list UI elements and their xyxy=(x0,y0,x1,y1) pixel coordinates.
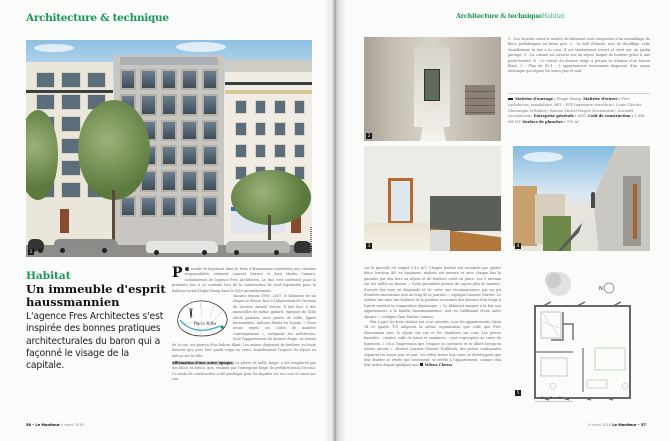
credit-label: Maîtrise d'œuvre : xyxy=(583,97,621,101)
credit-value: Fres Architectes, mandataire. BET : EVP Ingénierie (structure), Louis Choulet (thermique et fluides), Bureau Michel Forgue (économiste), Aucoufit (acousticien). xyxy=(508,97,642,119)
section-rubric xyxy=(456,12,564,20)
scale-label: 2 xyxy=(549,396,553,400)
photo-number: 5 xyxy=(516,390,520,395)
folio-left: 56 • Le Moniteur 9 mars 2018 xyxy=(26,423,84,427)
issue-date: 9 mars 2018 xyxy=(60,423,84,427)
photo-number: 3 xyxy=(367,243,371,248)
photo-number: 4 xyxy=(516,243,520,248)
article-kicker: Habitat xyxy=(26,270,71,282)
spine-gutter xyxy=(324,0,346,441)
credit-value: Elogie-Siemp. xyxy=(556,97,583,101)
publication-name: Le Moniteur xyxy=(35,423,60,427)
article-headline: Un immeuble d'esprit haussmannien xyxy=(26,282,166,309)
rubric-sub: Habitat xyxy=(541,12,565,20)
issue-date: 9 mars 2018 xyxy=(588,423,612,427)
rubric-main: Architecture & technique xyxy=(456,12,542,20)
svg-text:N: N xyxy=(599,286,603,292)
scale-bar xyxy=(541,396,561,400)
body-paragraph: Vacante depuis 1960, 2007, le bâtiment de six étages se dresse face à l'alignement de l'avenue du docteur Arnold Netter. Il fait face à des immeubles de même gabarit, typiques du XIXe siècle parisien, avec pierre de taille, lignes horizontales, balcons filants en façade. « Nous avons repris ces codes de manière contemporaine », indiquent les architectes. Seul l'appartement du dernier étage, en retrait de la rue, est pourvu d'un balcon filant. Les autres disposent de fenêtres en toute hauteur qui, avec leur garde-corps en verre, transforment l'espace du séjour en balcon sur la ville. xyxy=(172,294,316,358)
map-label: Paris XIXe xyxy=(194,322,217,328)
project-credits xyxy=(508,97,650,126)
hero-photo xyxy=(26,40,312,257)
author: Milena Chessa xyxy=(424,363,453,368)
article-lede: L'agence Fres Architectes s'est inspirée des bonnes pratiques architecturales du baron qui a façonné le visage de la capitale. xyxy=(26,311,164,372)
body-paragraph: La pierre de taille, beige, a été remplacée par des blocs en béton, gris, réalisés par l'entreprise beige de préfabrication Decomo. Ce mode de construction a été privilégié pour les façades est sur cour et ouest sur rue, xyxy=(172,360,317,382)
photo-kitchen xyxy=(364,146,501,251)
right-page xyxy=(336,0,670,441)
body-paragraph: Mis à part les trois studios sur cour orientés, tous les appartements (deux T4 et quatre T3) adoptent la même organisation que celle que Fres Haussmann avec le séjour sur rue et les chambres sur cour. Les pièces humides – cuisine, salle de bains et sanitaires – sont regroupées au cœur du logement. « On a l'impression que l'espace se contracte et se dilate lorsqu'on tourne autour », observe Laurent Gravier. D'ailleurs, des portes coulissantes séparent les zones jour et nuit. Ces idées lentes aux cotes se développent que leur fenêtre se révèle que lentement, se révèle à l'appartement, comme cela leur arrive depuis quelques ans. xyxy=(364,320,501,368)
paris-locator-map xyxy=(172,296,230,338)
credit-value: 570 m². xyxy=(566,120,581,125)
photo-number: 2 xyxy=(367,133,371,138)
scale-label: 0 xyxy=(541,396,544,400)
bullet-icon xyxy=(185,267,189,271)
photo-credit xyxy=(310,227,312,253)
bullet-icon xyxy=(508,98,513,100)
credit-label: Entreprise générale : xyxy=(533,114,577,119)
photo-number: 1 xyxy=(29,249,33,254)
photo-terrace xyxy=(513,146,650,251)
floor-plan xyxy=(513,262,650,402)
scale-label: 5 xyxy=(558,396,562,400)
article-body-column xyxy=(364,266,501,369)
credit-label: Coût de construction : xyxy=(588,114,634,119)
page-number: 56 xyxy=(26,423,32,427)
section-rubric: Architecture & technique xyxy=(26,12,169,24)
left-page xyxy=(0,0,334,441)
map-icon xyxy=(172,296,230,338)
article-body-column xyxy=(172,267,316,383)
body-paragraph: car la parcelle est exiguë (210 m²). Chaque fenêtre est encadrée par quatre blocs (environ 40) en épaisseur, réalisés sur mesure et avec chaque fois la garantie par des tiers au séjour et de fenêtres coulé en place. Les 5 niveaux ont été taillés au biseau. « Cette géométrie permet de capter plus de lumière, d'ouvrir des vues en diagonale et de créer une reconnaissance par un jeu d'ombres mouvantes tout au long de la journée », explique Laurent Gravier. Le rythme des axes des fenêtres et la position en termes des biseaux d'un étage à l'autre rendent la composition dynamique. « Ce bâtiment marque à la fois son appartenance à la famille haussmannienne, tout en s'affirmant d'une autre époque », souligne Sara Martin Camara. xyxy=(364,266,501,319)
credit-value: 1,996 M€ HT. xyxy=(508,114,645,125)
page-number: 57 xyxy=(640,423,646,427)
folio-right: 9 mars 2018 Le Moniteur • 57 xyxy=(588,423,646,427)
dropcap: P xyxy=(172,265,183,281)
body-paragraph: rendre le logement dans le Paris d'Haussmann représente une certaine responsabilité, estiment Laurent Gravier et Sara Martin Camara, cofondateurs de l'agence Fres Architectes. Le duo s'est confronté pour la première fois à ce contexte lors de la construction de neuf logements pour le bailleur social Elogie-Siemp dans le XIXe arrondissement. xyxy=(172,267,317,293)
publication-name: Le Moniteur xyxy=(612,423,637,427)
photo-hall xyxy=(364,37,501,141)
divider xyxy=(508,93,650,94)
body-subhead: Affirmation d'une autre époque. xyxy=(172,360,234,365)
photo-captions: 1 - Les façades ouest et arrière du bâtiment sont composées d'un assemblage de blocs préfabriqués en béton gris. 2 - Le hall d'entrée, tout de décaffage, relie visuellement la rue à la cour. Il est entièrement ouvert et vitré sur un jardin partagé. 3 - La cuisine est ouverte sur un séjour baigné de lumière grâce à une porte-fenêtre. 4 - Le retrait du dernier étage a permis la création d'un balcon filant. 5 - Plan du R+1 : 2 appartements traversants disposent d'un noyau technique qui sépare les zones jour et nuit. xyxy=(508,37,650,74)
credit-label: Maîtrise d'ouvrage : xyxy=(515,97,556,101)
credit-value: AMT. xyxy=(577,114,587,119)
floor-plan-drawing xyxy=(513,262,650,402)
credit-label: Surface de plancher : xyxy=(522,120,566,125)
